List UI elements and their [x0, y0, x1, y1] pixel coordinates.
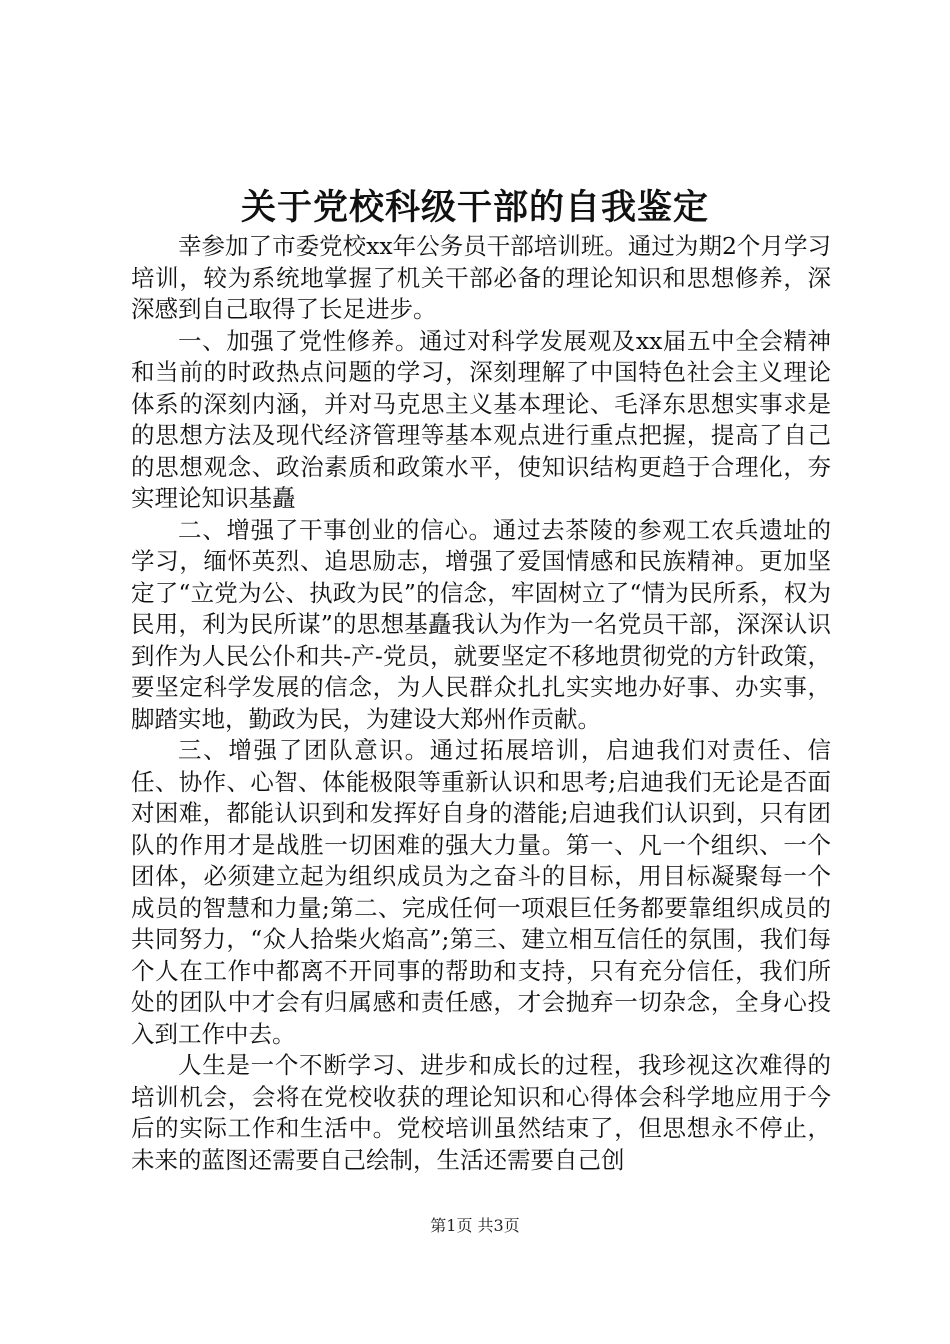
paragraph-intro: 幸参加了市委党校xx年公务员干部培训班。通过为期2个月学习培训，较为系统地掌握了机关干部必备的理论知识和思想修养，深深感到自己取得了长足进步。 [131, 232, 831, 323]
document-title: 关于党校科级干部的自我鉴定 [240, 187, 709, 228]
paragraph-party-spirit: 一、加强了党性修养。通过对科学发展观及xx届五中全会精神和当前的时政热点问题的学习，深刻理解了中国特色社会主义理论体系的深刻内涵，并对马克思主义基本理论、毛泽东思想实事求是的思想方法及现代经济管理等基本观点进行重点把握，提高了自己的思想观念、政治素质和政策水平，使知识结构更趋于合理化，夯实理论知识基矗 [131, 326, 831, 512]
page-number-footer: 第1页 共3页 [430, 1216, 520, 1235]
paragraph-confidence: 二、增强了干事创业的信心。通过去茶陵的参观工农兵遗址的学习，缅怀英烈、追思励志，增强了爱国情感和民族精神。更加坚定了“立党为公、执政为民”的信念，牢固树立了“情为民所系，权为民用，利为民所谋”的思想基矗我认为作为一名党员干部，深深认识到作为人民公仆和共-产-党员，就要坚定不移地贯彻党的方针政策，要坚定科学发展的信念，为人民群众扎扎实实地办好事、办实事，脚踏实地，勤政为民，为建设大郑州作贡献。 [131, 515, 831, 733]
paragraph-conclusion: 人生是一个不断学习、进步和成长的过程，我珍视这次难得的培训机会，会将在党校收获的理论知识和心得体会科学地应用于今后的实际工作和生活中。党校培训虽然结束了，但思想永不停止，未来的蓝图还需要自己绘制，生活还需要自己创 [131, 1051, 831, 1174]
paragraph-teamwork: 三、增强了团队意识。通过拓展培训，启迪我们对责任、信任、协作、心智、体能极限等重新认识和思考;启迪我们无论是否面对困难，都能认识到和发挥好自身的潜能;启迪我们认识到，只有团队的作用才是战胜一切困难的强大力量。第一、凡一个组织、一个团体，必须建立起为组织成员为之奋斗的目标，用目标凝聚每一个成员的智慧和力量;第二、完成任何一项艰巨任务都要靠组织成员的共同努力，“众人拾柴火焰高”;第三、建立相互信任的氛围，我们每个人在工作中都离不开同事的帮助和支持，只有充分信任，我们所处的团队中才会有归属感和责任感，才会抛弃一切杂念，全身心投入到工作中去。 [131, 736, 831, 1048]
document-body [131, 231, 831, 1176]
